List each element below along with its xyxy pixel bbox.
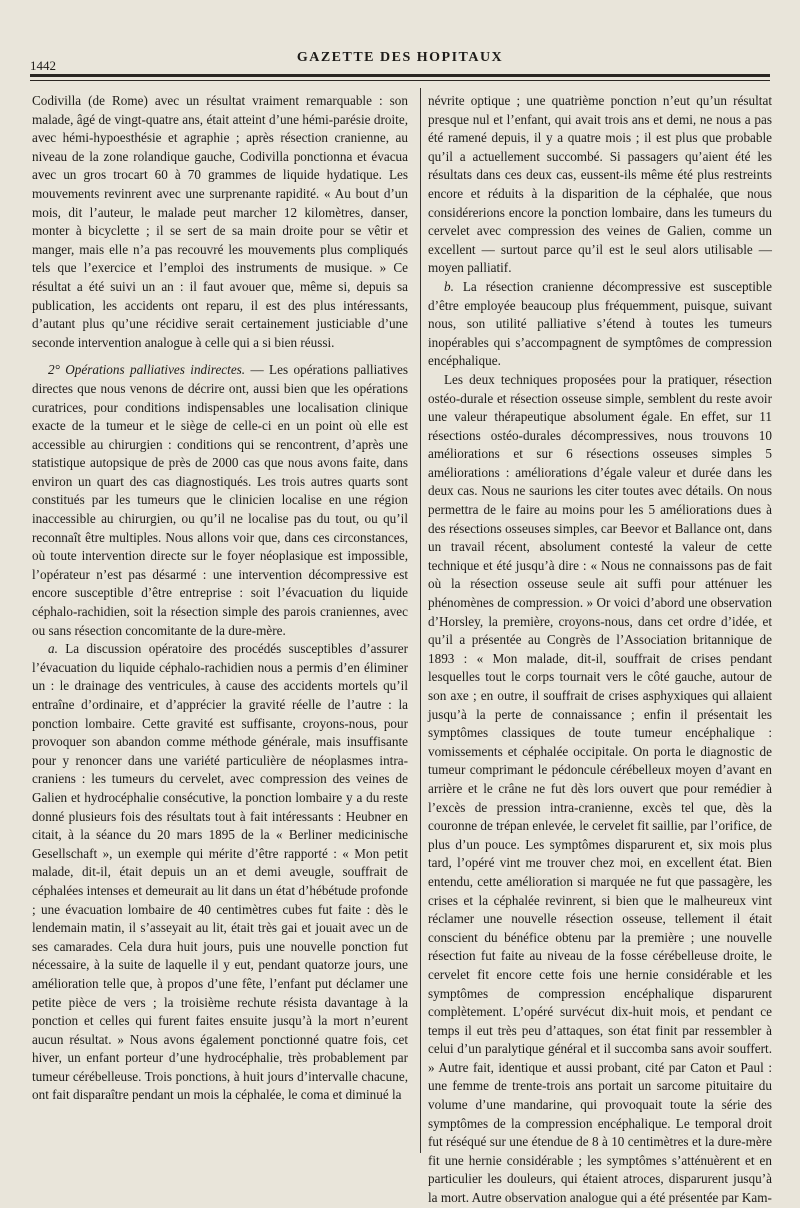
left-paragraph-2-text: — Les opérations palliatives directes que nous venons de décrire ont, aussi bien que les opérations curatrices, pour conditions indispensables une localisation clinique exacte de la tumeur et le siège de celle-ci en un point où elle est accessible au chirurgien : conditions qui se rencontrent, d’après une statistique autopsique de près de 2000 cas que nous avons faite, dans environ un quart des cas diagnostiqués. Les trois autres quarts sont constitués par les tumeurs que le clinicien localise en une région inaccessible au chirurgien, ou qu’il ne localise pas du tout, ou qu’il reconnaît être multiples. Nous allons voir que, dans ces circonstances, où toute intervention directe sur le foyer néoplasique est impossible, l’opérateur n’est pas désarmé : une intervention décompressive est encore susceptible d’être entreprise : soit l’évacuation du liquide céphalo-rachidien, soit la résection simple des parois craniennes, avec ou sans résection concomitante de la dure-mère. [32, 362, 408, 638]
left-paragraph-3-text: La discussion opératoire des procédés susceptibles d’assurer l’évacuation du liquide céphalo-rachidien nous a permis d’en éliminer un : le drainage des ventricules, à cause des accidents mortels qu’il entraîne d’ordinaire, et d’apprécier la gravité réelle de l’autre : la ponction lombaire. Cette gravité est suffisante, croyons-nous, pour provoquer son abandon comme méthode générale, mais insuffisante pour y renoncer dans une variété particulière de néoplasmes intra-craniens : les tumeurs du cervelet, avec compression des veines de Galien et hydrocéphalie consécutive, la ponction lombaire y a du reste donné plusieurs fois des résultats tout à fait intéressants : Heubner en citait, à la séance du 20 mars 1895 de la « Berliner medicinische Gesellschaft », un exemple qui mérite d’être rapporté : « Mon petit malade, dit-il, était depuis un an et demi aveugle, souffrait de céphalées intenses et demeurait au lit dans un état d’hébétude profonde ; une évacuation lombaire de 40 centimètres cubes fut faite : dès le lendemain matin, il s’asseyait au lit, était très gai et jouait avec un de ses camarades. Cela dura huit jours, puis une nouvelle ponction fut nécessaire, à la suite de laquelle il y eut, pendant quatorze jours, une amélioration telle que, à propos d’une fête, l’enfant put déclamer une petite pièce de vers ; la troisième rechute résista davantage à la ponction et celles qui furent faites ensuite jusqu’à la mort n’eurent aucun résultat. » Nous avons également ponctionné quatre fois, cet hiver, un enfant porteur d’une hydrocéphalie, très probablement par tumeur cérébelleuse. Trois ponctions, à huit jours d’intervalle chacune, ont fait disparaître pendant un mois la céphalée, le coma et diminué la [32, 641, 408, 1103]
right-column [428, 92, 772, 1206]
left-paragraph-1: Codivilla (de Rome) avec un résultat vraiment remarquable : son malade, âgé de vingt-quatre ans, était atteint d’une hémi-parésie droite, avec hémi-hypoesthésie et agraphie ; après résection cranienne, au niveau de la zone rolandique gauche, Codivilla ponctionna et évacua avec un gros trocart 60 à 70 grammes de liquide hydatique. Les mouvements revinrent avec une surprenante rapidité. « Au bout d’un mois, dit l’auteur, le malade peut marcher 12 kilomètres, danser, monter à bicyclette ; il se sert de sa main droite pour se vêtir et manger, mais elle n’a pas recouvré les mouvements plus compliqués tels que l’exercice et l’emploi des instruments de musique. » Ce résultat a été suivi un an : il faut avouer que, même si, depuis sa publication, les accidents ont reparu, il est des plus intéressants, d’autant plus qu’une récidive serait certainement justiciable d’une seconde intervention analogue à celle qui a si bien réussi. [32, 93, 408, 350]
column-divider [420, 88, 421, 1153]
subsection-label-b: b. [444, 278, 454, 294]
journal-title: GAZETTE DES HOPITAUX [296, 50, 504, 65]
right-paragraph-3: Les deux techniques proposées pour la pratiquer, résection ostéo-durale et résection osseuse simple, semblent du reste avoir une valeur thérapeutique absolument égale. En effet, sur 11 résections ostéo-durales décompressives, nous trouvons 10 améliorations et sur 6 résections osseuses simples 5 améliorations : améliorations d’égale valeur et durée dans les deux cas. Nous ne saurions les citer toutes avec détails. On nous permettra de le faire au moins pour les 5 améliorations dues à des résections osseuses simples, car Beevor et Ballance ont, dans un travail récent, absolument contesté la valeur de cette technique et été jusqu’à dire : « Nous ne connaissons pas de fait où la résection osseuse seule ait suffi pour atténuer les phénomènes de compression. » Or voici d’abord une observation d’Horsley, la première, croyons-nous, dans cet ordre d’idée, et qu’il a présentée au Congrès de l’Association britannique de 1893 : « Mon malade, dit-il, souffrait de crises pendant lesquelles tout le corps tournait vers le côté gauche, autour de son axe ; en outre, il souffrait de crises asphyxiques qui allaient jusqu’à la perte de connaissance ; enfin il présentait les symptômes classiques de toute tumeur encéphalique : vomissements et céphalée occipitale. On porta le diagnostic de tumeur comprimant le pédoncule cérébelleux moyen d’avant en arrière et le crâne ne fut dès lors ouvert que pour remédier à l’excès de pression intra-cranienne, excès tel que, dès la couronne de trépan enlevée, le cervelet fit saillie, par l’orifice, de plus d’un pouce. Les symptômes disparurent et, six mois plus tard, l’opéré vint me trouver chez moi, en excellent état. Bien entendu, cette amélioration si marquée ne fut que passagère, les crises et la céphalée revinrent, si bien que le malheureux vint réclamer une nouvelle résection osseuse, tellement il était conscient du bénéfice obtenu par la première ; une nouvelle résection fut faite au niveau de la fosse cérébelleuse droite, le cervelet fit encore cette fois une hernie considérable et les symptômes de compression encéphalique disparurent complètement. L’opéré survécut dix-huit mois, et pendant ce temps il eut très peu d’attaques, son état finit par ressembler à celui d’un paralytique général et il succomba sans avoir souffert. » Autre fait, identique et aussi probant, cité par Caton et Paul : une femme de trente-trois ans portait un sarcome pituitaire du volume d’une mandarine, qui provoquait toute la série des symptômes de la compression encéphalique. Le temporal droit fut réséqué sur une étendue de 8 à 10 centimètres et la dure-mère fit une hernie considérable ; les symptômes s’atténuèrent et en particulier les douleurs, qui étaient atroces, disparurent jusqu’à la mort. Autre observation analogue qui a été présentée par Kam- [428, 371, 772, 1206]
right-paragraph-1: névrite optique ; une quatrième ponction n’eut qu’un résultat presque nul et l’enfant, qui avait trois ans et demi, ne nous a pas été ramené depuis, il y a quatre mois ; il est plus que probable qu’il a actuellement succombé. Si passagers qu’aient été les résultats dans ces deux cas, eussent-ils même été plus restreints encore et réduits à la disparition de la céphalée, que nous considérerions encore la ponction lombaire, dans les tumeurs du cervelet avec compression des veines de Galien, comme un excellent — surtout parce qu’il est le seul alors utilisable — moyen palliatif. [428, 93, 772, 276]
right-paragraph-2-text: La résection cranienne décompressive est susceptible d’être employée beaucoup plus fréquemment, puisque, suivant nous, son utilité palliative s’étend à toutes les tumeurs inopérables qui s’accompagnent de symptômes de compression encéphalique. [428, 278, 772, 369]
page-header [30, 40, 770, 73]
right-paragraph-2 [428, 278, 772, 371]
left-paragraph-3 [32, 640, 408, 1105]
header-rule-thin [30, 80, 770, 81]
subsection-label-a: a. [48, 641, 58, 657]
header-rule-thick [30, 74, 770, 77]
left-column [32, 92, 408, 1152]
left-paragraph-2 [32, 361, 408, 640]
section-label-palliatives: 2° Opérations palliatives indirectes. [48, 362, 246, 378]
page-number: 1442 [30, 58, 56, 73]
